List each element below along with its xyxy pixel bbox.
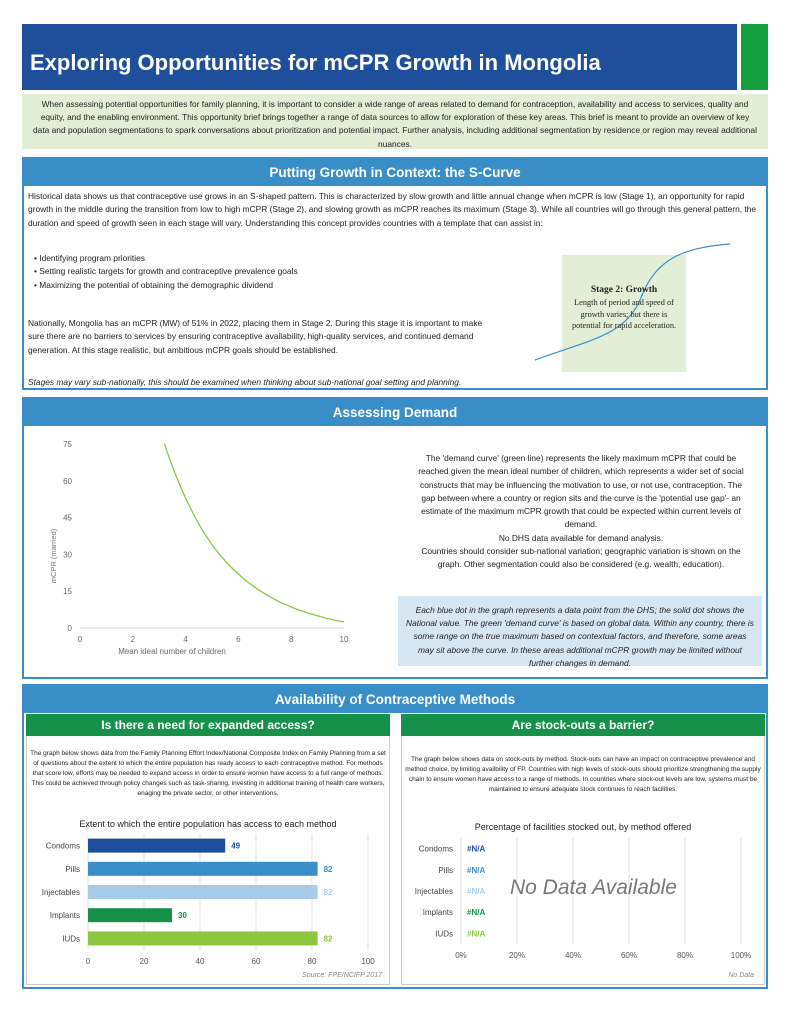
scurve-bullets (34, 252, 494, 292)
category-label: IUDs (62, 934, 80, 944)
bullet-item: • Setting realistic targets for growth and contraceptive prevalence goals (34, 265, 494, 278)
y-tick-label: 15 (63, 587, 72, 597)
x-tick-label: 20 (139, 957, 149, 966)
bar (88, 931, 318, 945)
x-tick-label: 10 (339, 635, 349, 644)
data-label: 82 (323, 864, 333, 874)
category-label: Pills (438, 865, 453, 875)
y-tick-label: 75 (63, 440, 72, 449)
y-tick-label: 45 (63, 513, 72, 523)
bullet-item: • Identifying program priorities (34, 252, 494, 265)
y-axis-title: mCPR (married) (49, 528, 58, 584)
access-source: Source: FPE/NCIFP 2017 (302, 972, 382, 979)
category-label: IUDs (435, 929, 453, 939)
demand-line: estimate of the maximum mCPR growth that could be expected within current levels of (421, 506, 741, 517)
header-accent (741, 24, 768, 90)
data-label: #N/A (467, 887, 486, 896)
availability-heading: Availability of Contraceptive Methods (24, 686, 766, 713)
scurve-note: Stages may vary sub-nationally, this should be examined when thinking about sub-national goal setting and planning. (28, 377, 462, 387)
bar (88, 885, 318, 899)
scurve-heading: Putting Growth in Context: the S-Curve (24, 159, 766, 186)
demand-line: gap between where a country or region sits and the curve is the 'potential use gap'- an (421, 492, 741, 503)
data-label: 30 (178, 911, 187, 921)
demand-note: Each blue dot in the graph represents a data point from the DHS; the solid dot shows the National value. The green 'demand curve' is based on global data. Within any country, there is some range on the true maximum based on contextual factors, and therefore, some areas may sit above the curve. In these areas additional mCPR growth may be limited without further changes in demand. (398, 596, 762, 666)
demand-line: reached given the mean ideal number of children, which represents a wider set of social (418, 466, 744, 477)
demand-line: The 'demand curve' (green line) represents the likely maximum mCPR that could be (425, 453, 737, 463)
x-tick-label: 4 (183, 635, 188, 644)
access-text: The graph below shows data from the Family Planning Effort Index/National Composite Index on Family Planning from a set of questions about the extent to which the entire population has ready access to each contraceptive method. For methods that score low, efforts may be needed to expand access in order to ensure women have access to a full range of methods. This could be achieved through policy changes such as task-sharing, investing in additional training of health care workers, enaging the private sector, or other interventions. (30, 750, 386, 797)
x-tick-label: 6 (236, 635, 241, 644)
bar (88, 862, 318, 876)
bullet-item: • Maximizing the potential of obtaining the demographic dividend (34, 279, 494, 292)
x-tick-label: 60% (620, 951, 638, 960)
stockout-chart-title: Percentage of facilities stocked out, by method offered (474, 822, 692, 832)
category-label: Implants (49, 911, 80, 921)
data-label: #N/A (467, 929, 486, 939)
x-tick-label: 100 (361, 957, 375, 966)
stage2-description: Length of period and speed of growth varies; but there is potential for rapid acceleration. (571, 298, 677, 330)
x-tick-label: 2 (130, 635, 136, 644)
data-label: #N/A (467, 844, 486, 854)
page-title: Exploring Opportunities for mCPR Growth in Mongolia (30, 50, 601, 75)
x-tick-label: 40 (195, 957, 205, 966)
x-tick-label: 0 (77, 635, 83, 644)
x-tick-label: 80% (676, 951, 694, 960)
category-label: Injectables (41, 888, 80, 897)
x-tick-label: 100% (730, 951, 752, 960)
data-label: 82 (323, 888, 333, 897)
demand-line: graph. Other segmentation could also be considered (e.g. wealth, education). (437, 559, 725, 570)
stockout-bar-chart (403, 836, 763, 972)
stockout-text: The graph below shows data on stock-outs by method. Stock-outs can have an impact on contraceptive prevalence and method choice, by limiting availbility of FP. Countries with high levels of stock-outs should prioritize strengthening the supply chain to ensure women have access to a range of methods. In countries where stock-out levels are low, systems must be maintained to ensure adequate stock continues to reach facilities. (405, 756, 761, 793)
bar (88, 908, 172, 922)
scurve-paragraph: Historical data shows us that contraceptive use grows in an S-shaped pattern. This is characterized by slow growth and little annual change when mCPR is low (Stage 1), an opportunity for rapid growth in the middle during the transition from low to high mCPR (Stage 2), and slowing growth as mCPR reaches its maximum (Stage 3). While all countries will go through this general pattern, the duration and speed of growth seen in each stage will vary. Understanding this concept provides countries with a template that can assist in: (28, 191, 757, 228)
data-label: 82 (323, 934, 333, 944)
demand-description (398, 452, 764, 572)
x-tick-label: 80 (307, 957, 317, 966)
x-tick-label: 8 (288, 635, 294, 644)
national-statement: Nationally, Mongolia has an mCPR (MW) of 51% in 2022, placing them in Stage 2. During this stage it is important to make sure there are no barriers to services by ensuring contraceptive availability, high-quality services, and continued demand generation. At this stage realistic, but ambitious mCPR goals should be established. (28, 318, 483, 355)
y-tick-label: 0 (67, 624, 72, 633)
category-label: Implants (422, 908, 453, 918)
category-label: Pills (65, 864, 80, 874)
data-label: #N/A (467, 865, 486, 875)
y-tick-label: 30 (63, 550, 72, 560)
demand-curve-line (165, 444, 345, 622)
demand-line: Countries should consider sub-national variation; geographic variation is shown on the (421, 546, 741, 557)
demand-line: constructs that may be influencing the motivation to use, or not use, contraception. The (420, 479, 742, 490)
data-label: #N/A (467, 908, 486, 918)
x-tick-label: 60 (251, 957, 261, 966)
stockout-source: No Data (728, 972, 754, 979)
stage2-title: Stage 2: Growth (590, 285, 658, 295)
intro-box: When assessing potential opportunities for family planning, it is important to consider a wide range of areas related to demand for contraception, availability and access to services, quality and equity, and the enabling environment. This opportunity brief brings together a range of data sources to allow for exploration of these key areas. This brief is meant to provide an overview of key data and population segmentations to spark conversations about prioritization and potential impact. Further analysis, including additional segmentation by residence or region may reveal additional nuances. (22, 94, 768, 149)
demand-curve-chart (40, 432, 370, 656)
no-data-watermark: No Data Available (510, 876, 677, 899)
x-tick-label: 40% (564, 951, 582, 960)
demand-heading: Assessing Demand (24, 399, 766, 426)
stockout-heading: Are stock-outs a barrier? (401, 714, 765, 736)
demand-line: No DHS data available for demand analysis. (498, 532, 664, 543)
data-label: 49 (231, 841, 241, 851)
category-label: Condoms (45, 841, 80, 851)
access-bar-chart (28, 832, 388, 972)
category-label: Condoms (418, 844, 453, 854)
y-tick-label: 60 (63, 476, 72, 486)
x-tick-label: 0% (455, 951, 467, 960)
category-label: Injectables (414, 887, 453, 896)
x-axis-title: Mean ideal number of children (118, 647, 226, 656)
bar (88, 839, 225, 853)
access-chart-title: Extent to which the entire population has access to each method (79, 819, 337, 829)
demand-line: demand. (564, 519, 598, 530)
x-tick-label: 20% (508, 951, 526, 960)
x-tick-label: 0 (85, 957, 91, 966)
access-heading: Is there a need for expanded access? (26, 714, 390, 736)
